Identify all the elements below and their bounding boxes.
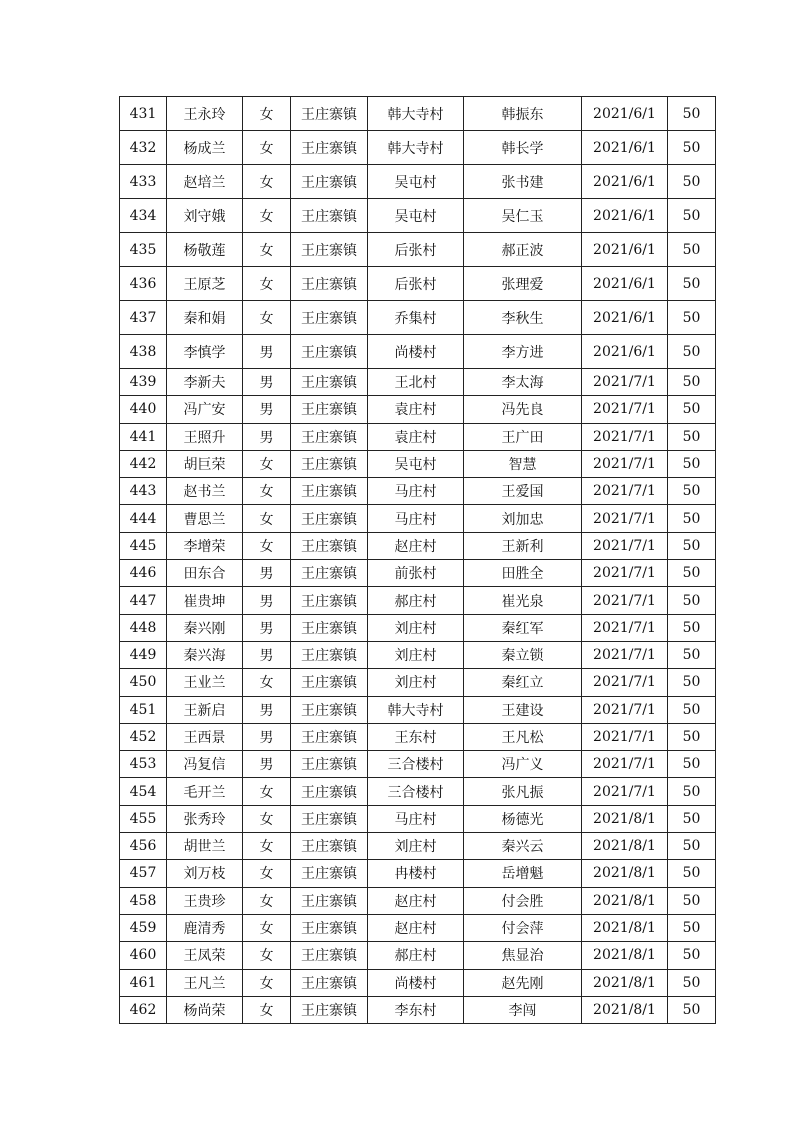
village-cell: 三合楼村 (368, 751, 464, 778)
village-cell: 乔集村 (368, 301, 464, 335)
town-cell: 王庄寨镇 (291, 396, 368, 423)
name-cell: 张秀玲 (167, 805, 243, 832)
gender-cell: 女 (243, 450, 291, 477)
village-cell: 刘庄村 (368, 833, 464, 860)
town-cell: 王庄寨镇 (291, 369, 368, 396)
contact-name-cell: 焦显治 (464, 942, 582, 969)
town-cell: 王庄寨镇 (291, 335, 368, 369)
date-cell: 2021/7/1 (582, 478, 668, 505)
date-cell: 2021/7/1 (582, 532, 668, 559)
row-number-cell: 439 (120, 369, 167, 396)
date-cell: 2021/8/1 (582, 805, 668, 832)
date-cell: 2021/8/1 (582, 860, 668, 887)
name-cell: 毛开兰 (167, 778, 243, 805)
row-number-cell: 446 (120, 560, 167, 587)
amount-cell: 50 (668, 887, 716, 914)
date-cell: 2021/7/1 (582, 614, 668, 641)
gender-cell: 女 (243, 505, 291, 532)
amount-cell: 50 (668, 641, 716, 668)
name-cell: 胡世兰 (167, 833, 243, 860)
town-cell: 王庄寨镇 (291, 267, 368, 301)
village-cell: 袁庄村 (368, 396, 464, 423)
amount-cell: 50 (668, 696, 716, 723)
village-cell: 吴屯村 (368, 165, 464, 199)
village-cell: 尚楼村 (368, 335, 464, 369)
gender-cell: 女 (243, 669, 291, 696)
table-row (120, 505, 716, 532)
town-cell: 王庄寨镇 (291, 805, 368, 832)
town-cell: 王庄寨镇 (291, 165, 368, 199)
town-cell: 王庄寨镇 (291, 478, 368, 505)
name-cell: 刘守娥 (167, 199, 243, 233)
town-cell: 王庄寨镇 (291, 131, 368, 165)
row-number-cell: 459 (120, 914, 167, 941)
gender-cell: 女 (243, 887, 291, 914)
name-cell: 鹿清秀 (167, 914, 243, 941)
table-row (120, 560, 716, 587)
row-number-cell: 447 (120, 587, 167, 614)
roster-table (119, 96, 716, 1024)
town-cell: 王庄寨镇 (291, 669, 368, 696)
town-cell: 王庄寨镇 (291, 233, 368, 267)
date-cell: 2021/8/1 (582, 969, 668, 996)
name-cell: 王照升 (167, 423, 243, 450)
gender-cell: 女 (243, 301, 291, 335)
amount-cell: 50 (668, 396, 716, 423)
town-cell: 王庄寨镇 (291, 505, 368, 532)
village-cell: 韩大寺村 (368, 97, 464, 131)
table-row (120, 165, 716, 199)
contact-name-cell: 王新利 (464, 532, 582, 559)
table-row (120, 423, 716, 450)
table-row (120, 914, 716, 941)
table-row (120, 942, 716, 969)
row-number-cell: 445 (120, 532, 167, 559)
date-cell: 2021/7/1 (582, 669, 668, 696)
village-cell: 刘庄村 (368, 641, 464, 668)
amount-cell: 50 (668, 778, 716, 805)
town-cell: 王庄寨镇 (291, 423, 368, 450)
gender-cell: 男 (243, 423, 291, 450)
village-cell: 王北村 (368, 369, 464, 396)
amount-cell: 50 (668, 478, 716, 505)
date-cell: 2021/6/1 (582, 97, 668, 131)
contact-name-cell: 秦红立 (464, 669, 582, 696)
name-cell: 秦和娟 (167, 301, 243, 335)
row-number-cell: 455 (120, 805, 167, 832)
village-cell: 前张村 (368, 560, 464, 587)
amount-cell: 50 (668, 450, 716, 477)
gender-cell: 男 (243, 641, 291, 668)
gender-cell: 女 (243, 833, 291, 860)
row-number-cell: 458 (120, 887, 167, 914)
contact-name-cell: 秦立锁 (464, 641, 582, 668)
gender-cell: 女 (243, 778, 291, 805)
date-cell: 2021/8/1 (582, 833, 668, 860)
name-cell: 李增荣 (167, 532, 243, 559)
amount-cell: 50 (668, 751, 716, 778)
row-number-cell: 448 (120, 614, 167, 641)
contact-name-cell: 张书建 (464, 165, 582, 199)
row-number-cell: 444 (120, 505, 167, 532)
row-number-cell: 461 (120, 969, 167, 996)
gender-cell: 女 (243, 233, 291, 267)
amount-cell: 50 (668, 942, 716, 969)
village-cell: 马庄村 (368, 478, 464, 505)
village-cell: 吴屯村 (368, 199, 464, 233)
contact-name-cell: 秦红军 (464, 614, 582, 641)
gender-cell: 男 (243, 369, 291, 396)
contact-name-cell: 张理爱 (464, 267, 582, 301)
contact-name-cell: 李太海 (464, 369, 582, 396)
contact-name-cell: 李闯 (464, 996, 582, 1023)
name-cell: 崔贵坤 (167, 587, 243, 614)
table-row (120, 587, 716, 614)
town-cell: 王庄寨镇 (291, 860, 368, 887)
date-cell: 2021/7/1 (582, 505, 668, 532)
gender-cell: 女 (243, 996, 291, 1023)
contact-name-cell: 付会萍 (464, 914, 582, 941)
gender-cell: 女 (243, 969, 291, 996)
row-number-cell: 442 (120, 450, 167, 477)
table-row (120, 450, 716, 477)
amount-cell: 50 (668, 199, 716, 233)
town-cell: 王庄寨镇 (291, 969, 368, 996)
amount-cell: 50 (668, 560, 716, 587)
table-row (120, 969, 716, 996)
date-cell: 2021/8/1 (582, 942, 668, 969)
date-cell: 2021/8/1 (582, 996, 668, 1023)
gender-cell: 男 (243, 696, 291, 723)
row-number-cell: 438 (120, 335, 167, 369)
gender-cell: 男 (243, 723, 291, 750)
gender-cell: 女 (243, 942, 291, 969)
town-cell: 王庄寨镇 (291, 301, 368, 335)
contact-name-cell: 韩振东 (464, 97, 582, 131)
date-cell: 2021/7/1 (582, 641, 668, 668)
name-cell: 李慎学 (167, 335, 243, 369)
gender-cell: 女 (243, 805, 291, 832)
table-row (120, 778, 716, 805)
gender-cell: 男 (243, 751, 291, 778)
row-number-cell: 434 (120, 199, 167, 233)
table-row (120, 369, 716, 396)
name-cell: 王业兰 (167, 669, 243, 696)
name-cell: 王西景 (167, 723, 243, 750)
name-cell: 王新启 (167, 696, 243, 723)
date-cell: 2021/6/1 (582, 267, 668, 301)
table-row (120, 335, 716, 369)
amount-cell: 50 (668, 97, 716, 131)
amount-cell: 50 (668, 669, 716, 696)
contact-name-cell: 李秋生 (464, 301, 582, 335)
village-cell: 尚楼村 (368, 969, 464, 996)
village-cell: 后张村 (368, 233, 464, 267)
amount-cell: 50 (668, 860, 716, 887)
contact-name-cell: 杨德光 (464, 805, 582, 832)
date-cell: 2021/7/1 (582, 423, 668, 450)
table-row (120, 301, 716, 335)
row-number-cell: 462 (120, 996, 167, 1023)
amount-cell: 50 (668, 833, 716, 860)
date-cell: 2021/7/1 (582, 369, 668, 396)
table-row (120, 751, 716, 778)
table-row (120, 996, 716, 1023)
table-row (120, 696, 716, 723)
date-cell: 2021/6/1 (582, 165, 668, 199)
contact-name-cell: 岳增魁 (464, 860, 582, 887)
village-cell: 李东村 (368, 996, 464, 1023)
village-cell: 刘庄村 (368, 614, 464, 641)
row-number-cell: 452 (120, 723, 167, 750)
table-row (120, 860, 716, 887)
name-cell: 王凡兰 (167, 969, 243, 996)
town-cell: 王庄寨镇 (291, 887, 368, 914)
village-cell: 赵庄村 (368, 887, 464, 914)
gender-cell: 女 (243, 267, 291, 301)
town-cell: 王庄寨镇 (291, 833, 368, 860)
name-cell: 赵书兰 (167, 478, 243, 505)
contact-name-cell: 郝正波 (464, 233, 582, 267)
date-cell: 2021/7/1 (582, 696, 668, 723)
town-cell: 王庄寨镇 (291, 751, 368, 778)
town-cell: 王庄寨镇 (291, 641, 368, 668)
amount-cell: 50 (668, 301, 716, 335)
row-number-cell: 433 (120, 165, 167, 199)
row-number-cell: 432 (120, 131, 167, 165)
town-cell: 王庄寨镇 (291, 614, 368, 641)
name-cell: 秦兴刚 (167, 614, 243, 641)
table-row (120, 199, 716, 233)
contact-name-cell: 李方进 (464, 335, 582, 369)
contact-name-cell: 张凡振 (464, 778, 582, 805)
contact-name-cell: 赵先刚 (464, 969, 582, 996)
contact-name-cell: 冯先良 (464, 396, 582, 423)
table-row (120, 641, 716, 668)
contact-name-cell: 崔光泉 (464, 587, 582, 614)
table-row (120, 478, 716, 505)
name-cell: 刘万枝 (167, 860, 243, 887)
amount-cell: 50 (668, 505, 716, 532)
town-cell: 王庄寨镇 (291, 450, 368, 477)
village-cell: 三合楼村 (368, 778, 464, 805)
contact-name-cell: 王凡松 (464, 723, 582, 750)
town-cell: 王庄寨镇 (291, 914, 368, 941)
village-cell: 王东村 (368, 723, 464, 750)
date-cell: 2021/7/1 (582, 778, 668, 805)
town-cell: 王庄寨镇 (291, 778, 368, 805)
amount-cell: 50 (668, 996, 716, 1023)
date-cell: 2021/6/1 (582, 199, 668, 233)
date-cell: 2021/7/1 (582, 450, 668, 477)
amount-cell: 50 (668, 969, 716, 996)
row-number-cell: 451 (120, 696, 167, 723)
table-row (120, 669, 716, 696)
table-row (120, 97, 716, 131)
date-cell: 2021/7/1 (582, 396, 668, 423)
village-cell: 韩大寺村 (368, 131, 464, 165)
name-cell: 王原芝 (167, 267, 243, 301)
table-row (120, 131, 716, 165)
name-cell: 曹思兰 (167, 505, 243, 532)
village-cell: 赵庄村 (368, 532, 464, 559)
date-cell: 2021/6/1 (582, 233, 668, 267)
village-cell: 吴屯村 (368, 450, 464, 477)
contact-name-cell: 王爱国 (464, 478, 582, 505)
contact-name-cell: 智慧 (464, 450, 582, 477)
town-cell: 王庄寨镇 (291, 942, 368, 969)
gender-cell: 女 (243, 131, 291, 165)
gender-cell: 女 (243, 532, 291, 559)
name-cell: 王永玲 (167, 97, 243, 131)
table-row (120, 833, 716, 860)
table-row (120, 723, 716, 750)
amount-cell: 50 (668, 914, 716, 941)
name-cell: 杨尚荣 (167, 996, 243, 1023)
table-row (120, 396, 716, 423)
gender-cell: 男 (243, 587, 291, 614)
date-cell: 2021/8/1 (582, 914, 668, 941)
amount-cell: 50 (668, 369, 716, 396)
name-cell: 杨敬莲 (167, 233, 243, 267)
contact-name-cell: 吴仁玉 (464, 199, 582, 233)
contact-name-cell: 秦兴云 (464, 833, 582, 860)
date-cell: 2021/6/1 (582, 335, 668, 369)
gender-cell: 男 (243, 614, 291, 641)
name-cell: 王贵珍 (167, 887, 243, 914)
row-number-cell: 435 (120, 233, 167, 267)
date-cell: 2021/6/1 (582, 301, 668, 335)
table-row (120, 887, 716, 914)
contact-name-cell: 王广田 (464, 423, 582, 450)
contact-name-cell: 田胜全 (464, 560, 582, 587)
table-row (120, 267, 716, 301)
town-cell: 王庄寨镇 (291, 587, 368, 614)
name-cell: 李新夫 (167, 369, 243, 396)
name-cell: 胡巨荣 (167, 450, 243, 477)
date-cell: 2021/7/1 (582, 560, 668, 587)
town-cell: 王庄寨镇 (291, 723, 368, 750)
name-cell: 秦兴海 (167, 641, 243, 668)
village-cell: 韩大寺村 (368, 696, 464, 723)
row-number-cell: 454 (120, 778, 167, 805)
town-cell: 王庄寨镇 (291, 199, 368, 233)
table-row (120, 614, 716, 641)
name-cell: 杨成兰 (167, 131, 243, 165)
gender-cell: 男 (243, 335, 291, 369)
village-cell: 冉楼村 (368, 860, 464, 887)
row-number-cell: 457 (120, 860, 167, 887)
row-number-cell: 453 (120, 751, 167, 778)
village-cell: 郝庄村 (368, 942, 464, 969)
contact-name-cell: 刘加忠 (464, 505, 582, 532)
village-cell: 马庄村 (368, 805, 464, 832)
village-cell: 赵庄村 (368, 914, 464, 941)
amount-cell: 50 (668, 532, 716, 559)
gender-cell: 男 (243, 396, 291, 423)
gender-cell: 男 (243, 560, 291, 587)
town-cell: 王庄寨镇 (291, 97, 368, 131)
date-cell: 2021/7/1 (582, 587, 668, 614)
village-cell: 后张村 (368, 267, 464, 301)
amount-cell: 50 (668, 805, 716, 832)
row-number-cell: 449 (120, 641, 167, 668)
amount-cell: 50 (668, 131, 716, 165)
date-cell: 2021/6/1 (582, 131, 668, 165)
table-row (120, 805, 716, 832)
date-cell: 2021/7/1 (582, 751, 668, 778)
village-cell: 袁庄村 (368, 423, 464, 450)
row-number-cell: 443 (120, 478, 167, 505)
amount-cell: 50 (668, 423, 716, 450)
contact-name-cell: 韩长学 (464, 131, 582, 165)
village-cell: 马庄村 (368, 505, 464, 532)
town-cell: 王庄寨镇 (291, 696, 368, 723)
name-cell: 赵培兰 (167, 165, 243, 199)
row-number-cell: 436 (120, 267, 167, 301)
name-cell: 冯复信 (167, 751, 243, 778)
row-number-cell: 431 (120, 97, 167, 131)
table-row (120, 532, 716, 559)
gender-cell: 女 (243, 478, 291, 505)
row-number-cell: 437 (120, 301, 167, 335)
name-cell: 王凤荣 (167, 942, 243, 969)
amount-cell: 50 (668, 614, 716, 641)
gender-cell: 女 (243, 914, 291, 941)
row-number-cell: 456 (120, 833, 167, 860)
gender-cell: 女 (243, 199, 291, 233)
contact-name-cell: 付会胜 (464, 887, 582, 914)
town-cell: 王庄寨镇 (291, 996, 368, 1023)
table-row (120, 233, 716, 267)
name-cell: 冯广安 (167, 396, 243, 423)
contact-name-cell: 冯广义 (464, 751, 582, 778)
gender-cell: 女 (243, 165, 291, 199)
gender-cell: 女 (243, 860, 291, 887)
amount-cell: 50 (668, 165, 716, 199)
row-number-cell: 441 (120, 423, 167, 450)
amount-cell: 50 (668, 233, 716, 267)
row-number-cell: 440 (120, 396, 167, 423)
village-cell: 郝庄村 (368, 587, 464, 614)
contact-name-cell: 王建设 (464, 696, 582, 723)
roster-table-body (120, 97, 716, 1024)
row-number-cell: 450 (120, 669, 167, 696)
town-cell: 王庄寨镇 (291, 532, 368, 559)
amount-cell: 50 (668, 335, 716, 369)
amount-cell: 50 (668, 267, 716, 301)
village-cell: 刘庄村 (368, 669, 464, 696)
amount-cell: 50 (668, 587, 716, 614)
row-number-cell: 460 (120, 942, 167, 969)
gender-cell: 女 (243, 97, 291, 131)
town-cell: 王庄寨镇 (291, 560, 368, 587)
amount-cell: 50 (668, 723, 716, 750)
date-cell: 2021/8/1 (582, 887, 668, 914)
name-cell: 田东合 (167, 560, 243, 587)
date-cell: 2021/7/1 (582, 723, 668, 750)
